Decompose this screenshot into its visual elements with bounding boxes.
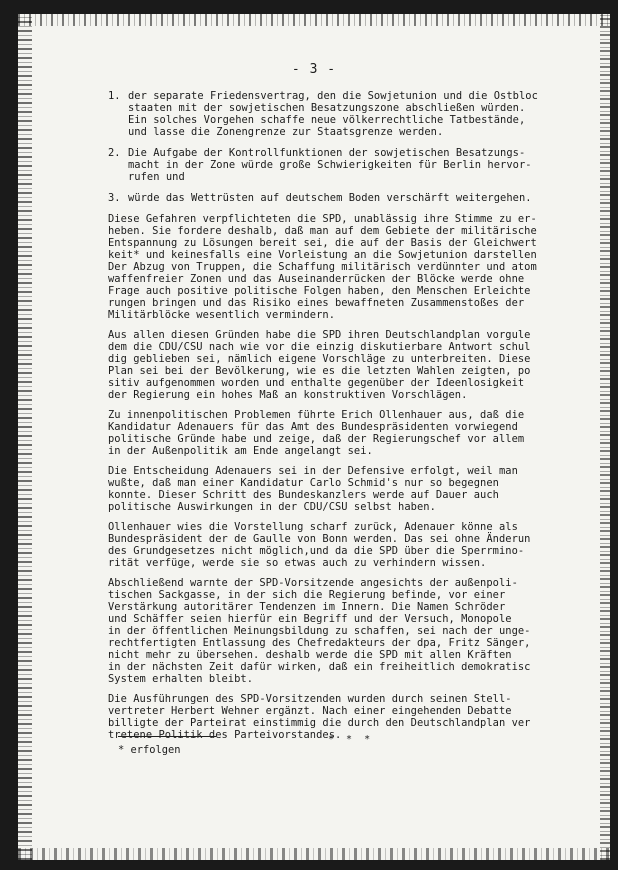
document-body: [108, 90, 608, 749]
list-item-number: 2.: [108, 147, 121, 159]
list-item-text: Die Aufgabe der Kontrollfunktionen der sowjetischen Besatzungs- macht in der Zone würde große Schwierigkeiten für Berlin hervor- rufen und: [128, 147, 532, 183]
paragraph-closing-warning: Abschließend warnte der SPD-Vorsitzende angesichts der außenpoli- tischen Sackgasse, in der sich die Regierung befinde, vor einer Verstärkung autoritärer Tendenzen im Innern. Die Namen Schröder und Schäffer seien hierfür ein Begriff und der Versuch, Monopole in der öffentlichen Meinungsbildung zu schaffen, sei nach der unge- rechtfertigten Entlassung des Chefredakteurs der dpa, Fritz Sänger, nicht mehr zu übersehen. deshalb werde die SPD mit allen Kräften in der nächsten Zeit dafür wirken, daß ein freiheitlich demokratisc System erhalten bleibt.: [108, 577, 531, 685]
list-item-number: 1.: [108, 90, 121, 102]
list-item-text: der separate Friedensvertrag, den die Sowjetunion und die Ostbloc staaten mit der sowjetischen Besatzungszone abschließen würden. Ein solches Vorgehen schaffe neue völkerrechtliche Tatbestände, und lasse die Zonengrenze zur Staatsgrenze werden.: [128, 90, 538, 138]
section-separator: * * *: [328, 734, 374, 745]
page-number: - 3 -: [291, 62, 337, 77]
footnote-rule: [118, 736, 216, 737]
scan-edge-left: [18, 14, 32, 860]
paragraph-adenauer-decision: Die Entscheidung Adenauers sei in der Defensive erfolgt, weil man wußte, daß man einer Kandidatur Carlo Schmid's nur so begegnen konnte. Dieser Schritt des Bundeskanzlers werde auf Dauer auch politische Auswirkungen in der CDU/CSU selbst haben.: [108, 465, 518, 513]
list-item-text: würde das Wettrüsten auf deutschem Boden verschärft weitergehen.: [128, 192, 532, 204]
paragraph-deutschlandplan: Aus allen diesen Gründen habe die SPD ihren Deutschlandplan vorgule dem die CDU/CSU nach wie vor die einzig diskutierbare Antwort schul dig geblieben sei, nämlich eigene Vorschläge zu unterbreiten. Diese Plan sei bei der Bevölkerung, wie es die letzten Wahlen zeigten, po sitiv aufgenommen worden und enthalte gegenüber der Ideenlosigkeit der Regierung ein hohes Maß an konstruktiven Vorschlägen.: [108, 329, 531, 401]
paragraph-ollenhauer-rejection: Ollenhauer wies die Vorstellung scharf zurück, Adenauer könne als Bundespräsident der de Gaulle von Bonn werden. Das sei ohne Änderun des Grundgesetzes nicht möglich,und da die SPD über die Sperrmino- rität verfüge, werde sie so etwas auch zu verhindern wissen.: [108, 521, 531, 569]
document-page: [18, 14, 610, 860]
paragraph-wehner: Die Ausführungen des SPD-Vorsitzenden wurden durch seinen Stell- vertreter Herbert Wehner ergänzt. Nach einer eingehenden Debatte billigte der Parteirat einstimmig die durch den Deutschlandplan ver tretene Politik des Parteivorstandes.: [108, 693, 531, 741]
list-item: [108, 90, 608, 138]
list-item: [108, 192, 608, 204]
footnote: * erfolgen: [118, 744, 181, 756]
paragraph-dangers: Diese Gefahren verpflichteten die SPD, unablässig ihre Stimme zu er- heben. Sie fordere deshalb, daß man auf dem Gebiete der militärische Entspannung zu Lösungen bereit sei, die auf der Basis der Gleichwert keit* und keinesfalls eine Vorleistung an die Sowjetunion darstellen Der Abzug von Truppen, die Schaffung militärisch verdünnter und atom waffenfreier Zonen und das Auseinanderrücken der Blöcke werde ohne Frage auch positive politische Folgen haben, den Menschen Erleichte rungen bringen und das Risiko eines bewaffneten Zusammenstoßes der Militärblöcke wesentlich vermindern.: [108, 213, 537, 321]
scan-edge-bottom: [18, 848, 610, 860]
list-item: [108, 147, 608, 183]
list-item-number: 3.: [108, 192, 121, 204]
paragraph-domestic-politics: Zu innenpolitischen Problemen führte Erich Ollenhauer aus, daß die Kandidatur Adenauers für das Amt des Bundespräsidenten vorwiegend politische Gründe habe und zeige, daß der Regierungschef vor allem in der Außenpolitik am Ende angelangt sei.: [108, 409, 525, 457]
scan-edge-top: [18, 14, 610, 26]
